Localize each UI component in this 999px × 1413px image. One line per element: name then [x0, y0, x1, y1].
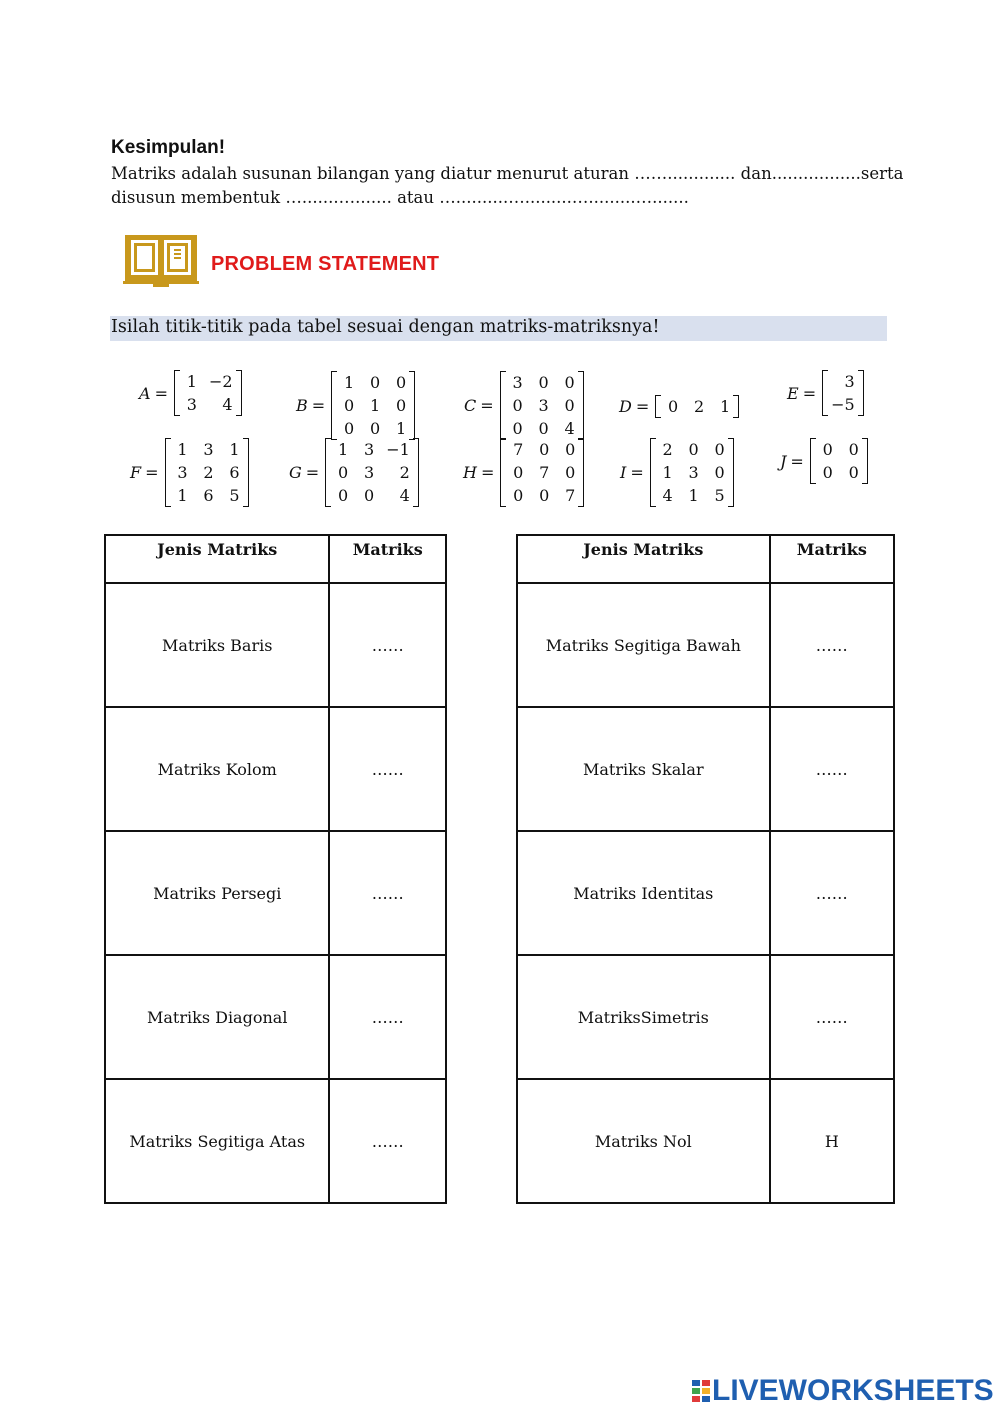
matrix-entry: 0	[364, 486, 375, 505]
matrix-entry: −2	[208, 372, 233, 391]
answer-field[interactable]: H	[770, 1079, 894, 1203]
matrix-entry: 0	[338, 463, 349, 482]
header-matriks: Matriks	[329, 535, 446, 583]
answer-field[interactable]: ……	[329, 583, 446, 707]
matrix-entry: 1	[688, 486, 699, 505]
matrix-entry: 0	[512, 419, 523, 438]
instruction-text: Isilah titik-titik pada tabel sesuai dengan matriks-matriksnya!	[111, 317, 660, 337]
table-row	[105, 955, 446, 1079]
matrix-bracket	[325, 438, 419, 507]
matrix-J	[780, 438, 868, 484]
matrix-bracket	[165, 438, 249, 507]
matrix-entry: 0	[538, 373, 549, 392]
matrix-entry: 1	[229, 440, 240, 459]
matrix-name: H	[463, 463, 477, 482]
matrix-type-label: Matriks Segitiga Bawah	[517, 583, 770, 707]
book-icon	[123, 232, 199, 288]
matrix-entry: 0	[539, 440, 550, 459]
matrix-entry: 2	[203, 463, 214, 482]
matrix-bracket	[500, 371, 584, 440]
conclusion-heading: Kesimpulan!	[111, 137, 226, 158]
table-row	[105, 831, 446, 955]
matrix-entry: 5	[714, 486, 725, 505]
equals-sign: =	[802, 383, 817, 403]
matrix-entry: 3	[512, 373, 523, 392]
matrix-entry: 3	[538, 396, 549, 415]
matrix-type-label: Matriks Kolom	[105, 707, 329, 831]
table-row	[105, 583, 446, 707]
matrix-entry: 0	[512, 396, 523, 415]
table-row	[517, 583, 894, 707]
matrix-entry: 1	[338, 440, 349, 459]
matrix-E	[787, 370, 864, 416]
matrix-name: D	[619, 397, 632, 416]
answer-field[interactable]: ……	[770, 707, 894, 831]
matrix-entry: 1	[369, 396, 381, 415]
matrix-entry: 3	[844, 372, 855, 391]
matrix-bracket	[822, 370, 864, 416]
matrix-entry: 3	[186, 395, 197, 414]
matrix-name: J	[780, 451, 787, 471]
answer-field[interactable]: ……	[770, 955, 894, 1079]
matrix-F	[130, 438, 249, 507]
table-row	[517, 707, 894, 831]
problem-statement-title: PROBLEM STATEMENT	[211, 253, 440, 275]
matrix-entry: 3	[364, 463, 375, 482]
equals-sign: =	[790, 451, 804, 471]
matrix-name: B	[296, 396, 308, 415]
answer-field[interactable]: ……	[770, 831, 894, 955]
matrix-entry: 6	[229, 463, 240, 482]
matrix-entry: 4	[222, 395, 233, 414]
matrix-type-label: MatriksSimetris	[517, 955, 770, 1079]
answer-field[interactable]: ……	[329, 707, 446, 831]
table-row	[105, 1079, 446, 1203]
matrix-entry: 0	[343, 419, 355, 438]
matrix-entry: 0	[822, 463, 833, 482]
equals-sign: =	[630, 463, 644, 482]
equals-sign: =	[305, 463, 320, 482]
brand-text: LIVEWORKSHEETS	[712, 1374, 994, 1407]
matrix-bracket	[331, 371, 415, 440]
matrix-D	[619, 395, 739, 418]
matrix-name: I	[620, 463, 627, 482]
matrix-entry: 1	[177, 486, 188, 505]
matrix-entry: 1	[662, 463, 673, 482]
matrix-H	[463, 438, 584, 507]
equals-sign: =	[480, 463, 495, 482]
matrix-entry: 0	[714, 463, 725, 482]
matrix-entry: 7	[565, 486, 576, 505]
equals-sign: =	[480, 396, 494, 415]
matrix-entry: 0	[395, 373, 407, 392]
matrix-type-label: Matriks Diagonal	[105, 955, 329, 1079]
equals-sign: =	[635, 397, 650, 416]
matrix-type-label: Matriks Persegi	[105, 831, 329, 955]
table-row	[517, 1079, 894, 1203]
matrix-type-table-right	[516, 534, 895, 1204]
matrix-entry: 1	[186, 372, 197, 391]
matrix-C	[464, 371, 584, 440]
matrix-B	[296, 371, 415, 440]
matrix-entry: 0	[848, 440, 859, 459]
matrix-entry: 0	[564, 396, 575, 415]
matrix-entry: −1	[386, 440, 410, 459]
matrix-entry: 0	[513, 486, 524, 505]
matrix-bracket	[650, 438, 734, 507]
matrix-entry: 3	[177, 463, 188, 482]
matrix-name: F	[130, 463, 142, 482]
matrix-entry: 0	[338, 486, 349, 505]
matrix-entry: 0	[539, 486, 550, 505]
matrix-type-label: Matriks Baris	[105, 583, 329, 707]
matrix-entry: 4	[662, 486, 673, 505]
matrix-entry: 3	[688, 463, 699, 482]
matrix-type-label: Matriks Skalar	[517, 707, 770, 831]
matrix-entry: 0	[564, 373, 575, 392]
matrix-entry: 0	[688, 440, 699, 459]
matrix-entry: 1	[395, 419, 407, 438]
matrix-entry: 0	[565, 440, 576, 459]
matrix-entry: 1	[177, 440, 188, 459]
matrix-entry: 1	[343, 373, 355, 392]
matrix-entry: 6	[203, 486, 214, 505]
matrix-entry: 1	[720, 397, 731, 416]
equals-sign: =	[145, 463, 159, 482]
matrix-entry: 7	[513, 440, 524, 459]
header-matriks: Matriks	[770, 535, 894, 583]
table-row	[105, 707, 446, 831]
matrix-entry: 0	[565, 463, 576, 482]
matrix-name: C	[464, 396, 477, 415]
matrix-entry: 0	[369, 373, 381, 392]
matrix-entry: 0	[369, 419, 381, 438]
answer-field[interactable]: ……	[329, 955, 446, 1079]
matrix-entry: −5	[831, 395, 855, 414]
conclusion-text-line2: disusun membentuk ….......…....... atau …..........….........….........….......	[111, 188, 689, 207]
matrix-I	[620, 438, 734, 507]
matrix-G	[289, 438, 419, 507]
answer-field[interactable]: ……	[329, 1079, 446, 1203]
matrix-type-label: Matriks Segitiga Atas	[105, 1079, 329, 1203]
matrix-entry: 3	[364, 440, 375, 459]
matrix-type-table-left	[104, 534, 447, 1204]
matrix-entry: 0	[395, 396, 407, 415]
matrix-name: A	[139, 383, 151, 403]
conclusion-text-line1: Matriks adalah susunan bilangan yang diatur menurut aturan ……............. dan.................serta	[111, 164, 904, 183]
matrix-type-label: Matriks Nol	[517, 1079, 770, 1203]
header-jenis-matriks: Jenis Matriks	[517, 535, 770, 583]
matrix-entry: 0	[538, 419, 549, 438]
matrix-entry: 0	[513, 463, 524, 482]
liveworksheets-grid-icon	[690, 1378, 712, 1404]
header-jenis-matriks: Jenis Matriks	[105, 535, 329, 583]
matrix-entry: 0	[822, 440, 833, 459]
matrix-entry: 0	[343, 396, 355, 415]
matrix-bracket	[174, 370, 242, 416]
matrix-entry: 3	[203, 440, 214, 459]
matrix-A	[139, 370, 242, 416]
matrix-name: G	[289, 463, 302, 482]
matrix-entry: 2	[694, 397, 705, 416]
matrix-bracket	[810, 438, 868, 484]
liveworksheets-logo[interactable]	[690, 1374, 994, 1408]
equals-sign: =	[311, 396, 326, 415]
matrix-bracket	[655, 395, 739, 418]
matrix-entry: 7	[539, 463, 550, 482]
matrix-bracket	[500, 438, 584, 507]
matrix-entry: 4	[399, 486, 410, 505]
table-row	[517, 831, 894, 955]
table-row	[517, 955, 894, 1079]
answer-field[interactable]: ……	[329, 831, 446, 955]
matrix-type-label: Matriks Identitas	[517, 831, 770, 955]
matrix-entry: 0	[714, 440, 725, 459]
matrix-name: E	[787, 383, 799, 403]
answer-field[interactable]: ……	[770, 583, 894, 707]
equals-sign: =	[154, 383, 168, 403]
matrix-entry: 4	[564, 419, 575, 438]
matrix-entry: 0	[668, 397, 679, 416]
matrix-entry: 0	[848, 463, 859, 482]
matrix-entry: 2	[662, 440, 673, 459]
matrix-entry: 2	[399, 463, 410, 482]
matrix-entry: 5	[229, 486, 240, 505]
